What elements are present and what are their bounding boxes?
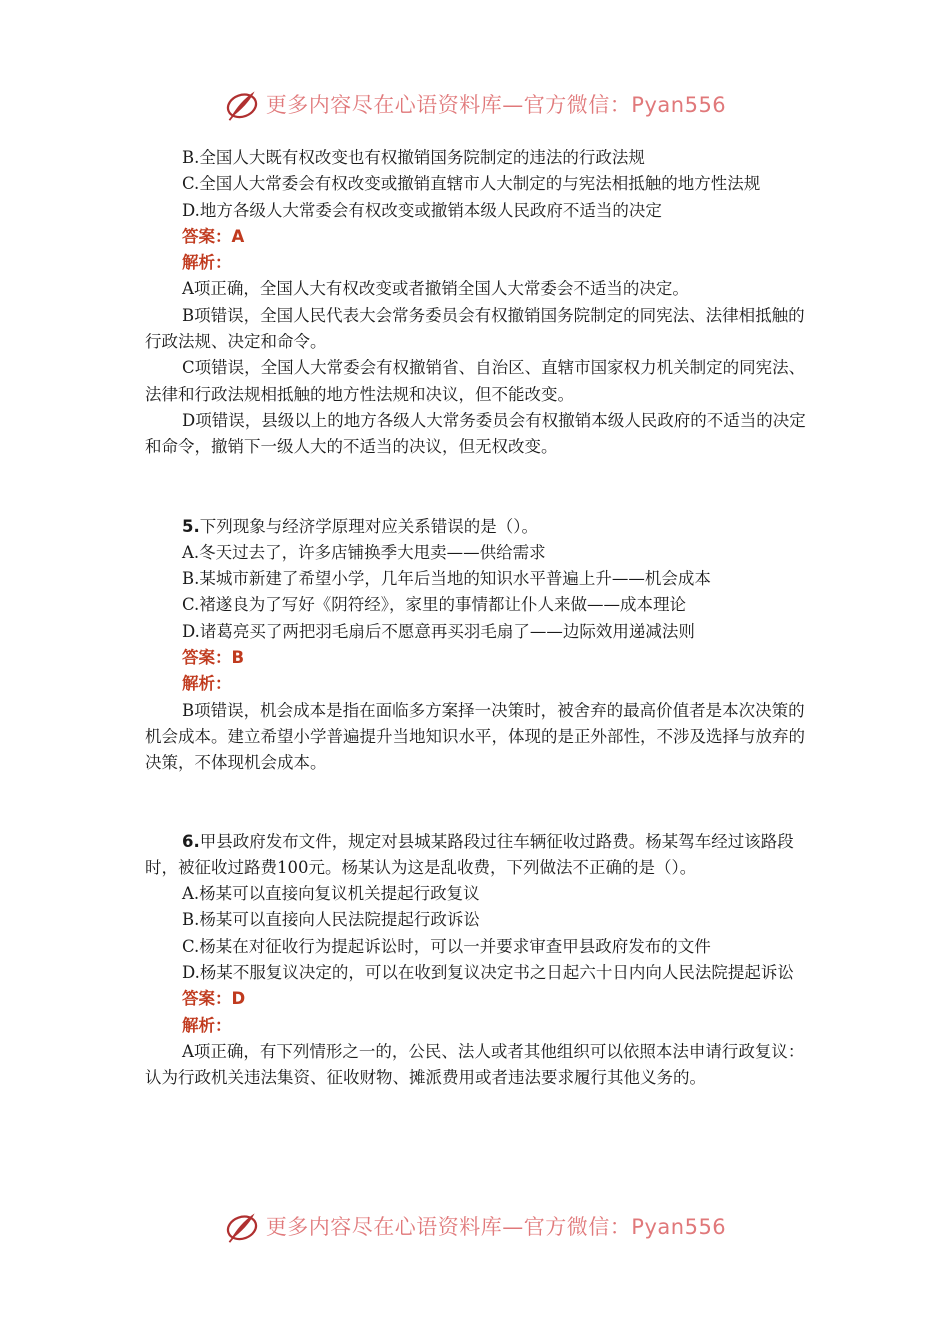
q5-number: 5. xyxy=(182,516,200,536)
q4-option-b: B.全国人大既有权改变也有权撤销国务院制定的违法的行政法规 xyxy=(182,148,645,167)
spacer xyxy=(145,777,807,829)
quill-pen-logo-icon xyxy=(224,1208,260,1244)
q6-number: 6. xyxy=(182,831,200,851)
q5-option-c: C.褚遂良为了写好《阴符经》，家里的事情都让仆人来做——成本理论 xyxy=(182,595,687,615)
banner-text: 更多内容尽在心语资料库—官方微信：Pyan556 xyxy=(265,93,727,117)
q6-analysis-a: A项正确，有下列情形之一的，公民、法人或者其他组织可以依照本法申请行政复议：认为行政机关违法集资、征收财物、摊派费用或者违法要求履行其他义务的。 xyxy=(145,1041,805,1088)
q5-analysis-label: 解析： xyxy=(182,674,232,694)
q6-option-a: A.杨某可以直接向复议机关提起行政复议 xyxy=(182,884,480,904)
header-banner xyxy=(0,86,950,122)
q4-analysis-d: D项错误，县级以上的地方各级人大常务委员会有权撤销本级人民政府的不适当的决定和命令，撤销下一级人大的不适当的决议，但无权改变。 xyxy=(145,410,806,457)
spacer xyxy=(145,461,807,514)
q5-answer: 答案：B xyxy=(182,648,245,668)
q5-question xyxy=(145,514,807,540)
q4-analysis-a: A项正确，全国人大有权改变或者撤销全国人大常委会不适当的决定。 xyxy=(182,279,689,299)
banner-inner xyxy=(224,1208,726,1244)
q4-answer: 答案：A xyxy=(182,226,245,246)
q5-option-a: A.冬天过去了，许多店铺换季大甩卖——供给需求 xyxy=(182,542,546,562)
q6-answer: 答案：D xyxy=(182,989,246,1009)
document-body xyxy=(145,145,807,1092)
q6-question-text: 甲县政府发布文件，规定对县城某路段过往车辆征收过路费。杨某驾车经过该路段时，被征收过路费100元。杨某认为这是乱收费，下列做法不正确的是（）。 xyxy=(145,831,794,877)
quill-pen-logo-icon xyxy=(224,86,260,122)
q4-analysis-label: 解析： xyxy=(182,253,232,273)
banner-text: 更多内容尽在心语资料库—官方微信：Pyan556 xyxy=(265,1215,727,1239)
q5-option-d: D.诸葛亮买了两把羽毛扇后不愿意再买羽毛扇了——边际效用递减法则 xyxy=(182,621,695,641)
q5-question-text: 下列现象与经济学原理对应关系错误的是（）。 xyxy=(199,516,538,536)
q5-analysis-b: B项错误，机会成本是指在面临多方案择一决策时，被舍弃的最高价值者是本次决策的机会成本。建立希望小学普遍提升当地知识水平，体现的是正外部性，不涉及选择与放弃的决策，不体现机会成本。 xyxy=(145,700,805,773)
q6-option-d: D.杨某不服复议决定的，可以在收到复议决定书之日起六十日内向人民法院提起诉讼 xyxy=(182,963,794,983)
q6-analysis-label: 解析： xyxy=(182,1015,232,1035)
q4-analysis-c: C项错误，全国人大常委会有权撤销省、自治区、直辖市国家权力机关制定的同宪法、法律和行政法规相抵触的地方性法规和决议，但不能改变。 xyxy=(145,358,806,404)
q6-option-b: B.杨某可以直接向人民法院提起行政诉讼 xyxy=(182,910,480,930)
q4-option-d: D.地方各级人大常委会有权改变或撤销本级人民政府不适当的决定 xyxy=(182,200,662,220)
footer-banner xyxy=(0,1208,950,1244)
q6-question xyxy=(145,829,807,882)
q4-option-c: C.全国人大常委会有权改变或撤销直辖市人大制定的与宪法相抵触的地方性法规 xyxy=(182,174,761,194)
banner-inner xyxy=(224,86,726,122)
q5-option-b: B.某城市新建了希望小学，几年后当地的知识水平普遍上升——机会成本 xyxy=(182,569,711,589)
q4-analysis-b: B项错误，全国人民代表大会常务委员会有权撤销国务院制定的同宪法、法律相抵触的行政法规、决定和命令。 xyxy=(145,305,805,352)
q6-option-c: C.杨某在对征收行为提起诉讼时，可以一并要求审查甲县政府发布的文件 xyxy=(182,936,711,956)
